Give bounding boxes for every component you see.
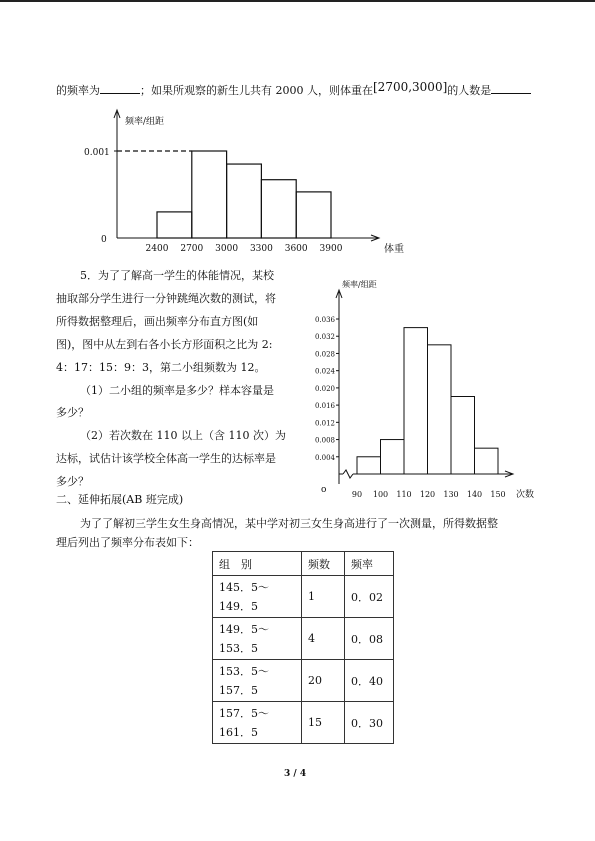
- chart1-ylabel: 频率/组距: [125, 117, 165, 127]
- chart1-bar: [261, 180, 296, 238]
- table-cell-count: 4: [302, 618, 345, 660]
- table-cell-group: [213, 576, 302, 618]
- chart2-ytick-label: 0.012: [314, 419, 335, 428]
- chart2-xtick-label: 150: [490, 490, 506, 499]
- jump-rope-histogram-group: [315, 279, 534, 500]
- table-cell-group: [213, 618, 302, 660]
- problem-5-line: 达标，试估计该学校全体高一学生的达标率是: [56, 452, 276, 465]
- chart2-bar: [451, 397, 475, 475]
- group-start: 157．5～: [219, 706, 269, 720]
- table-cell-group: [213, 702, 302, 744]
- chart1-xtick-label: 3300: [249, 244, 273, 254]
- table-cell-freq: 0．30: [345, 702, 394, 744]
- chart1-bar: [227, 164, 262, 238]
- chart2-axis-break: [343, 470, 353, 478]
- problem-5-line: 图)，图中从左到右各小长方形面积之比为 2:: [56, 338, 273, 351]
- frequency-table: [212, 551, 394, 744]
- chart1-bar: [192, 151, 227, 238]
- chart2-xtick-label: 140: [466, 490, 483, 499]
- table-row: [213, 576, 394, 618]
- chart1-bar: [296, 192, 331, 238]
- group-start: 145．5～: [219, 580, 269, 594]
- chart2-xtick-label: 100: [372, 490, 389, 499]
- chart2-xtick-label: 90: [351, 490, 363, 499]
- intro-part3: 的人数是: [447, 84, 492, 97]
- chart2-ytick-label: 0.016: [314, 402, 335, 411]
- table-header-group: 组 别: [213, 552, 302, 576]
- chart2-xtick-label: 120: [419, 490, 436, 499]
- chart2-ylabel: 频率/组距: [342, 280, 377, 289]
- problem-5-line: （1）二小组的频率是多少？样本容量是: [80, 384, 274, 397]
- chart2-xtick-label: 130: [443, 490, 459, 499]
- chart2-ytick-label: 0.036: [314, 316, 335, 324]
- section-2-para-line-1: 为了了解初三学生女生身高情况，某中学对初三女生身高进行了一次测量，所得数据整: [80, 517, 498, 530]
- problem-5-line: 4：17：15：9：3，第二小组频数为 12。: [56, 361, 266, 374]
- chart1-bar: [157, 212, 192, 238]
- chart1-xtick-label: 3600: [284, 244, 308, 254]
- group-start: 153．5～: [219, 664, 269, 678]
- chart2-ytick-label: 0.032: [314, 333, 335, 342]
- table-cell-group: [213, 660, 302, 702]
- table-cell-count: 1: [302, 576, 345, 618]
- group-end: 149．5: [219, 599, 258, 613]
- group-start: 149．5～: [219, 622, 269, 636]
- chart2-bar: [404, 328, 428, 474]
- problem-5-line: （2）若次数在 110 以上（含 110 次）为: [80, 429, 286, 442]
- chart2-bar: [357, 457, 381, 474]
- table-header-count: 频数: [302, 552, 345, 576]
- chart1-xtick-label: 2700: [180, 244, 204, 254]
- chart2-ytick-label: 0.024: [314, 367, 335, 376]
- table-row: [213, 702, 394, 744]
- chart2-bar: [381, 440, 405, 474]
- intro-part2: ；如果所观察的新生儿共有 2000 人，则体重在: [140, 84, 373, 97]
- table-header-freq: 频率: [345, 552, 394, 576]
- problem-5-line: 抽取部分学生进行一分钟跳绳次数的测试，将: [56, 292, 276, 305]
- page-number: 3 / 4: [284, 769, 307, 779]
- intro-part1: 的频率为: [56, 84, 100, 97]
- chart2-ytick-label: 0.008: [314, 436, 335, 445]
- table-cell-freq: 0．40: [345, 660, 394, 702]
- table-header-row: [213, 552, 394, 576]
- chart2-ytick-label: 0.004: [314, 453, 335, 462]
- problem-5-line: 所得数据整理后，画出频率分布直方图(如: [56, 315, 259, 328]
- chart1-origin: 0: [101, 235, 107, 245]
- weight-histogram-group: [84, 110, 404, 255]
- chart2-bar: [428, 345, 452, 474]
- chart2-xlabel: 次数: [516, 490, 535, 500]
- table-row: [213, 660, 394, 702]
- table-cell-count: 20: [302, 660, 345, 702]
- chart1-xtick-label: 3000: [215, 244, 239, 254]
- table-cell-freq: 0．08: [345, 618, 394, 660]
- chart1-xtick-label: 2400: [145, 244, 169, 254]
- chart2-bar: [475, 448, 499, 474]
- group-end: 153．5: [219, 641, 258, 655]
- section-2-heading: 二、延伸拓展(AB 班完成): [56, 493, 184, 506]
- table-cell-count: 15: [302, 702, 345, 744]
- chart2-ytick-label: 0.028: [314, 350, 335, 359]
- chart2-origin: o: [321, 485, 327, 495]
- group-end: 157．5: [219, 683, 258, 697]
- chart2-xtick-label: 110: [396, 490, 412, 499]
- chart2-ytick-label: 0.020: [314, 384, 335, 393]
- section-2-para-line-2: 理后列出了频率分布表如下：: [56, 536, 199, 549]
- table-cell-freq: 0．02: [345, 576, 394, 618]
- chart1-ref-label: 0.001: [84, 148, 110, 158]
- group-end: 161．5: [219, 725, 258, 739]
- chart1-xlabel: 体重: [384, 244, 404, 255]
- table-row: [213, 618, 394, 660]
- interval-label: [2700,3000]: [373, 80, 448, 94]
- problem-5-line: 5．为了了解高一学生的体能情况，某校: [80, 269, 274, 282]
- problem-5-line: 多少？: [56, 475, 89, 488]
- chart1-xtick-label: 3900: [319, 244, 343, 254]
- problem-5-line: 多少？: [56, 406, 89, 419]
